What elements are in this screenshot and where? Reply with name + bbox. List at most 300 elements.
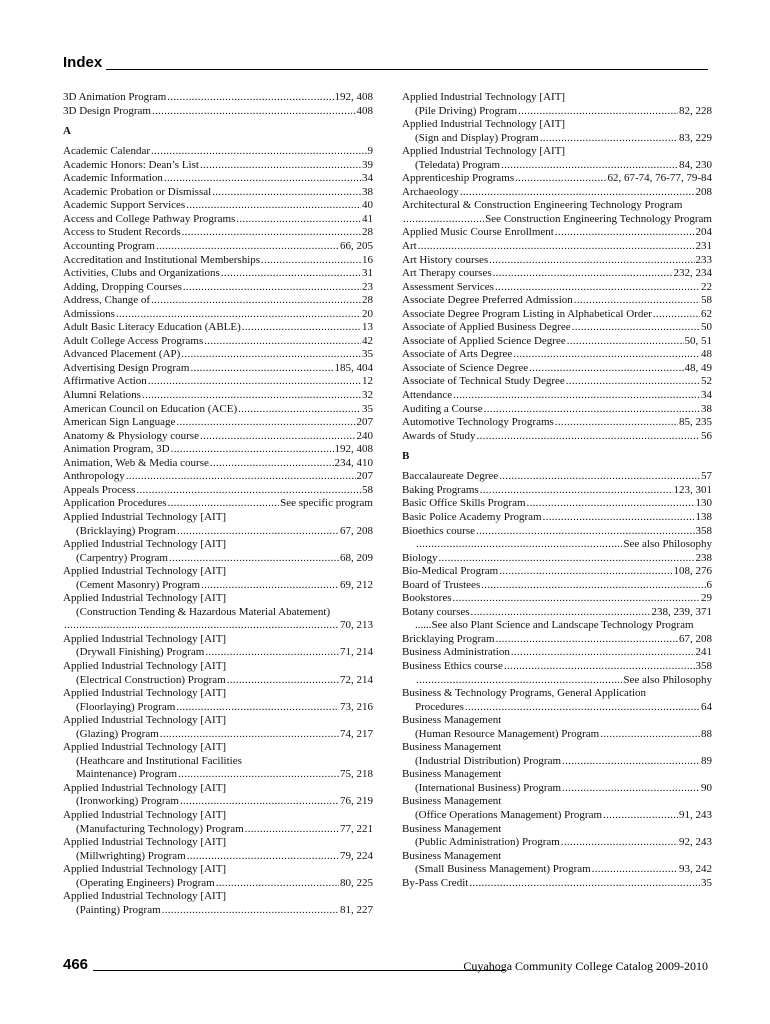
index-entry-pages: 73, 216	[340, 700, 373, 713]
index-entry-pages: 84, 230	[679, 158, 712, 171]
dot-leader	[603, 809, 678, 823]
index-entry-term: (Public Administration) Program	[415, 836, 560, 849]
index-entry	[63, 186, 373, 200]
index-entry-pages: 56	[701, 429, 712, 442]
index-entry-line: Applied Industrial Technology [AIT]	[402, 145, 566, 158]
index-entry-line: ......See also Plant Science and Landscape Technology Program	[415, 619, 694, 632]
index-entry	[63, 728, 373, 742]
dot-leader	[555, 226, 695, 240]
index-entry-term: Accreditation and Institutional Memberships	[63, 253, 261, 266]
index-letter-heading: A	[63, 125, 71, 138]
index-entry-term: Academic Support Services	[63, 199, 186, 212]
index-entry	[402, 308, 712, 322]
index-entry-term: (Floorlaying) Program	[76, 700, 176, 713]
index-entry-term: (International Business) Program	[415, 781, 562, 794]
index-entry	[63, 308, 373, 322]
dot-leader	[495, 281, 700, 295]
dot-leader	[116, 308, 361, 322]
index-entry	[63, 254, 373, 268]
index-entry-term: Basic Office Skills Program	[402, 497, 526, 510]
dot-leader	[513, 348, 700, 362]
index-entry	[402, 105, 712, 119]
index-entry-term: Appeals Process	[63, 483, 136, 496]
index-entry	[402, 633, 712, 647]
index-entry-term: Advanced Placement (AP)	[63, 348, 181, 361]
index-entry-term: Admissions	[63, 307, 115, 320]
index-entry-pages: 22	[701, 280, 712, 293]
index-entry	[63, 795, 373, 809]
index-entry	[63, 470, 373, 484]
index-entry	[402, 565, 712, 579]
dot-leader	[600, 728, 700, 742]
index-entry-pages: 241	[695, 646, 712, 659]
index-entry	[402, 430, 712, 444]
index-entry	[402, 254, 712, 268]
dot-leader	[527, 497, 695, 511]
dot-leader	[242, 321, 361, 335]
index-entry	[402, 281, 712, 295]
dot-leader	[460, 186, 695, 200]
index-entry-pages: 13	[362, 321, 373, 334]
index-entry-line: Applied Industrial Technology [AIT]	[63, 632, 227, 645]
index-entry-pages: 69, 212	[340, 578, 373, 591]
dot-leader	[515, 172, 606, 186]
index-entry	[63, 443, 373, 457]
index-entry-term: Access to Student Records	[63, 226, 181, 239]
index-entry	[63, 226, 373, 240]
dot-leader	[221, 267, 361, 281]
index-entry-term: Automotive Technology Programs	[402, 416, 554, 429]
index-entry-term: (Electrical Construction) Program	[76, 673, 226, 686]
index-entry-pages: See also Philosophy	[623, 673, 712, 686]
dot-leader	[484, 403, 700, 417]
index-entry-pages: 34	[701, 389, 712, 402]
index-entry-pages: 75, 218	[340, 768, 373, 781]
index-entry-line: Architectural & Construction Engineering Technology Program	[402, 199, 683, 212]
index-entry-pages: 16	[362, 253, 373, 266]
index-entry-pages: 52	[701, 375, 712, 388]
index-entry	[63, 430, 373, 444]
index-entry-line: Business Management	[402, 849, 502, 862]
index-entry-pages: 238	[695, 551, 712, 564]
index-entry-pages: 58	[701, 294, 712, 307]
index-entry	[63, 877, 373, 891]
index-entry	[402, 389, 712, 403]
index-entry-term: Bricklaying Program	[402, 632, 495, 645]
dot-leader	[261, 254, 361, 268]
index-entry	[402, 877, 712, 891]
index-entry	[63, 281, 373, 295]
index-entry-term: Baking Programs	[402, 483, 479, 496]
index-entry	[63, 172, 373, 186]
dot-leader	[190, 362, 333, 376]
page-footer	[63, 956, 708, 976]
index-entry-term: Bio-Medical Program	[402, 565, 499, 578]
index-entry-pages: 123, 301	[673, 483, 712, 496]
index-entry	[63, 674, 373, 688]
index-entry	[402, 809, 712, 823]
index-entry-term: Adult College Access Programs	[63, 334, 204, 347]
index-entry	[63, 159, 373, 173]
dot-leader	[403, 213, 484, 227]
index-entry-pages: 9	[367, 145, 373, 158]
index-entry-pages: 74, 217	[340, 727, 373, 740]
index-entry-term: Apprenticeship Programs	[402, 172, 515, 185]
index-entry-pages: 81, 227	[340, 903, 373, 916]
dot-leader	[167, 91, 333, 105]
index-entry	[63, 240, 373, 254]
index-entry-term: Associate of Science Degree	[402, 361, 529, 374]
index-entry-pages: 39	[362, 158, 373, 171]
dot-leader	[177, 525, 339, 539]
index-entry-pages: 48	[701, 348, 712, 361]
index-entry-line: (Construction Tending & Hazardous Material Abatement)	[76, 605, 331, 618]
dot-leader	[453, 592, 701, 606]
index-entry-line: Applied Industrial Technology [AIT]	[63, 510, 227, 523]
index-entry-term: Attendance	[402, 389, 453, 402]
index-entry	[63, 362, 373, 376]
dot-leader	[238, 403, 361, 417]
dot-leader	[481, 579, 705, 593]
index-entry-term: Academic Honors: Dean’s List	[63, 158, 199, 171]
dot-leader	[493, 267, 673, 281]
header-rule	[63, 69, 708, 70]
dot-leader	[453, 389, 700, 403]
index-entry-pages: 38	[701, 402, 712, 415]
index-entry	[402, 416, 712, 430]
dot-leader	[171, 443, 334, 457]
dot-leader	[499, 470, 700, 484]
index-entry	[402, 484, 712, 498]
index-entry-pages: 207	[356, 470, 373, 483]
index-entry-pages: 50	[701, 321, 712, 334]
index-entry	[402, 240, 712, 254]
dot-leader	[499, 565, 672, 579]
index-entry-term: (Sign and Display) Program	[415, 131, 539, 144]
index-entry-line: Applied Industrial Technology [AIT]	[63, 714, 227, 727]
index-entry-term: Auditing a Course	[402, 402, 483, 415]
index-entry	[402, 836, 712, 850]
dot-leader	[178, 768, 339, 782]
index-entry-line: Business Management	[402, 741, 502, 754]
index-entry-pages: 185, 404	[334, 361, 373, 374]
index-entry-term: Access and College Pathway Programs	[63, 212, 236, 225]
index-entry-term: 3D Animation Program	[63, 91, 167, 103]
dot-leader	[180, 795, 339, 809]
dot-leader	[471, 606, 651, 620]
index-entry	[402, 213, 712, 227]
dot-leader	[574, 294, 700, 308]
index-entry-pages: 72, 214	[340, 673, 373, 686]
index-entry	[402, 132, 712, 146]
index-entry-term: Awards of Study	[402, 429, 476, 442]
index-entry-pages: 93, 242	[679, 863, 712, 876]
dot-leader	[416, 674, 622, 688]
index-entry-pages: 28	[362, 294, 373, 307]
index-entry-term: (Operating Engineers) Program	[76, 876, 215, 889]
index-entry-line: Applied Industrial Technology [AIT]	[63, 687, 227, 700]
index-entry-pages: 77, 221	[340, 822, 373, 835]
index-entry	[402, 226, 712, 240]
index-entry	[63, 579, 373, 593]
index-entry-pages: 92, 243	[679, 836, 712, 849]
index-entry	[402, 362, 712, 376]
index-entry-term: Anthropology	[63, 470, 125, 483]
index-entry	[402, 470, 712, 484]
dot-leader	[489, 254, 694, 268]
index-entry-line: Applied Industrial Technology [AIT]	[63, 565, 227, 578]
dot-leader	[511, 646, 695, 660]
dot-leader	[176, 416, 355, 430]
index-entry-term: Associate Degree Program Listing in Alphabetical Order	[402, 307, 652, 320]
index-entry-term: (Cement Masonry) Program	[76, 578, 201, 591]
index-entry-pages: 41	[362, 212, 373, 225]
dot-leader	[176, 701, 339, 715]
dot-leader	[168, 497, 280, 511]
index-entry-term: (Bricklaying) Program	[76, 524, 176, 537]
index-entry-term: Art	[402, 240, 417, 253]
index-entry-pages: 83, 229	[679, 131, 712, 144]
index-entry	[402, 294, 712, 308]
index-entry-line: Applied Industrial Technology [AIT]	[63, 863, 227, 876]
index-entry-pages: 12	[362, 375, 373, 388]
dot-leader	[592, 863, 678, 877]
dot-leader	[187, 850, 339, 864]
index-entry-line: Applied Industrial Technology [AIT]	[63, 836, 227, 849]
index-entry	[63, 823, 373, 837]
index-entry-pages: 68, 209	[340, 551, 373, 564]
index-entry-term: (Millwrighting) Program	[76, 849, 186, 862]
index-entry-term: Archaeology	[402, 185, 459, 198]
index-entry	[63, 91, 373, 105]
index-entry-term: (Glazing) Program	[76, 727, 159, 740]
index-entry-pages: 31	[362, 267, 373, 280]
publication-title: Cuyahoga Community College Catalog 2009-2010	[463, 959, 708, 973]
index-entry-pages: 35	[362, 402, 373, 415]
index-entry-term: Advertising Design Program	[63, 361, 190, 374]
index-entry-pages: 35	[362, 348, 373, 361]
index-entry	[63, 294, 373, 308]
index-entry-pages: 408	[356, 104, 373, 117]
index-entry-line: (Heathcare and Institutional Facilities	[76, 754, 242, 767]
index-entry-pages: 35	[701, 876, 712, 889]
dot-leader	[540, 132, 678, 146]
index-entry-line: Applied Industrial Technology [AIT]	[402, 91, 566, 103]
index-entry-pages: 207	[356, 416, 373, 429]
dot-leader	[418, 240, 695, 254]
index-entry-term: By-Pass Credit	[402, 876, 469, 889]
dot-leader	[561, 836, 678, 850]
index-entry-term: (Ironworking) Program	[76, 795, 179, 808]
index-entry-line: Applied Industrial Technology [AIT]	[63, 890, 227, 903]
index-entry-term: 3D Design Program	[63, 104, 151, 117]
index-entry-term: Application Procedures	[63, 497, 167, 510]
dot-leader	[151, 145, 366, 159]
index-entry-line: Applied Industrial Technology [AIT]	[402, 118, 566, 131]
index-entry	[402, 782, 712, 796]
index-entry-pages: 89	[701, 754, 712, 767]
dot-leader	[160, 728, 339, 742]
dot-leader	[186, 199, 361, 213]
index-entry	[63, 484, 373, 498]
index-entry-term: Business Ethics course	[402, 659, 503, 672]
index-entry-line: Business Management	[402, 795, 502, 808]
dot-leader	[216, 877, 339, 891]
index-entry-term: Bioethics course	[402, 524, 476, 537]
dot-leader	[496, 633, 678, 647]
dot-leader	[501, 159, 678, 173]
index-entry	[63, 213, 373, 227]
index-entry	[63, 105, 373, 119]
dot-leader	[416, 538, 622, 552]
index-column-left	[63, 91, 373, 917]
index-entry-pages: 71, 214	[340, 646, 373, 659]
dot-leader	[164, 172, 361, 186]
dot-leader	[480, 484, 673, 498]
index-entry-line: Applied Industrial Technology [AIT]	[63, 781, 227, 794]
index-entry-term: (Small Business Management) Program	[415, 863, 591, 876]
index-entry-term: Applied Music Course Enrollment	[402, 226, 554, 239]
index-entry-pages: 57	[701, 470, 712, 483]
index-entry	[63, 525, 373, 539]
index-entry-pages: 231	[695, 240, 712, 253]
index-entry-pages: 6	[706, 578, 712, 591]
index-entry-term: (Manufacturing Technology) Program	[76, 822, 244, 835]
index-entry-term: Associate of Applied Science Degree	[402, 334, 566, 347]
index-entry-pages: 38	[362, 185, 373, 198]
index-entry	[402, 267, 712, 281]
index-entry	[63, 403, 373, 417]
index-entry-term: Adding, Dropping Courses	[63, 280, 182, 293]
dot-leader	[182, 226, 361, 240]
index-entry-line: Applied Industrial Technology [AIT]	[63, 741, 227, 754]
index-entry-term: Associate of Arts Degree	[402, 348, 513, 361]
index-entry-term: (Office Operations Management) Program	[415, 808, 603, 821]
index-entry-term: Accounting Program	[63, 240, 155, 253]
index-entry-term: (Painting) Program	[76, 903, 161, 916]
index-entry-pages: 91, 243	[679, 808, 712, 821]
index-entry-term: Adult Basic Literacy Education (ABLE)	[63, 321, 241, 334]
dot-leader	[236, 213, 361, 227]
index-entry-pages: 240	[356, 429, 373, 442]
index-entry-term: Animation, Web & Media course	[63, 456, 209, 469]
index-entry-pages: 42	[362, 334, 373, 347]
index-entry-term: (Human Resource Management) Program	[415, 727, 600, 740]
dot-leader	[151, 294, 361, 308]
dot-leader	[200, 159, 361, 173]
dot-leader	[518, 105, 678, 119]
index-entry	[63, 701, 373, 715]
dot-leader	[204, 335, 361, 349]
index-entry	[402, 321, 712, 335]
dot-leader	[567, 335, 684, 349]
dot-leader	[469, 877, 700, 891]
index-entry	[63, 199, 373, 213]
index-entry-line: Applied Industrial Technology [AIT]	[63, 538, 227, 551]
index-entry-pages: 34	[362, 172, 373, 185]
index-entry	[402, 646, 712, 660]
index-entry-pages: 108, 276	[673, 565, 712, 578]
index-entry-term: Activities, Clubs and Organizations	[63, 267, 220, 280]
index-entry-pages: 192, 408	[334, 91, 373, 103]
index-entry-pages: 79, 224	[340, 849, 373, 862]
index-entry	[402, 525, 712, 539]
index-entry-pages: 32	[362, 389, 373, 402]
dot-leader	[212, 186, 361, 200]
index-entry	[402, 728, 712, 742]
index-entry-pages: 234, 410	[334, 456, 373, 469]
index-entry-term: Basic Police Academy Program	[402, 510, 542, 523]
index-entry-term: Associate Degree Preferred Admission	[402, 294, 573, 307]
index-entry-line: Business Management	[402, 768, 502, 781]
index-entry	[402, 674, 712, 688]
index-entry	[402, 863, 712, 877]
dot-leader	[148, 375, 361, 389]
index-entry-term: (Industrial Distribution) Program	[415, 754, 562, 767]
index-entry-term: Maintenance) Program	[76, 768, 178, 781]
index-entry-term: Assessment Services	[402, 280, 494, 293]
index-entry-line: Applied Industrial Technology [AIT]	[63, 592, 227, 605]
dot-leader	[152, 105, 356, 119]
index-entry-term: Address, Change of	[63, 294, 151, 307]
index-entry-term: Biology	[402, 551, 438, 564]
dot-leader	[562, 782, 700, 796]
index-entry	[402, 348, 712, 362]
index-entry-pages: 85, 235	[679, 416, 712, 429]
dot-leader	[136, 484, 361, 498]
index-entry	[402, 755, 712, 769]
index-entry	[402, 606, 712, 620]
footer-rule	[93, 970, 505, 971]
index-entry-term: (Drywall Finishing) Program	[76, 646, 205, 659]
index-entry	[63, 552, 373, 566]
index-entry	[402, 552, 712, 566]
index-entry	[63, 375, 373, 389]
index-entry-term: Academic Information	[63, 172, 163, 185]
index-entry	[63, 335, 373, 349]
index-entry-pages: 62, 67-74, 76-77, 79-84	[607, 172, 712, 185]
index-entry-pages: 358	[695, 659, 712, 672]
index-entry-pages: 50, 51	[684, 334, 712, 347]
dot-leader	[504, 660, 695, 674]
dot-leader	[572, 321, 700, 335]
index-entry-line: Business Management	[402, 714, 502, 727]
index-entry	[63, 904, 373, 918]
dot-leader	[126, 470, 356, 484]
dot-leader	[465, 701, 700, 715]
index-entry-term: American Sign Language	[63, 416, 176, 429]
index-entry-pages: 204	[695, 226, 712, 239]
index-entry-term: Affirmative Action	[63, 375, 147, 388]
index-entry-pages: 62	[701, 307, 712, 320]
index-entry-pages: See also Philosophy	[623, 538, 712, 551]
index-column-right	[402, 91, 712, 890]
index-entry-term: Bookstores	[402, 592, 452, 605]
index-entry-term: Procedures	[415, 700, 464, 713]
index-entry-line: Applied Industrial Technology [AIT]	[63, 659, 227, 672]
index-entry-term: Animation Program, 3D	[63, 443, 170, 456]
index-entry-pages: 29	[701, 592, 712, 605]
index-entry-pages: 138	[695, 510, 712, 523]
dot-leader	[566, 375, 700, 389]
index-entry	[402, 538, 712, 552]
index-entry-term: Associate of Applied Business Degree	[402, 321, 571, 334]
dot-leader	[543, 511, 695, 525]
index-entry	[63, 267, 373, 281]
index-entry	[402, 592, 712, 606]
dot-leader	[200, 430, 356, 444]
index-entry	[402, 186, 712, 200]
